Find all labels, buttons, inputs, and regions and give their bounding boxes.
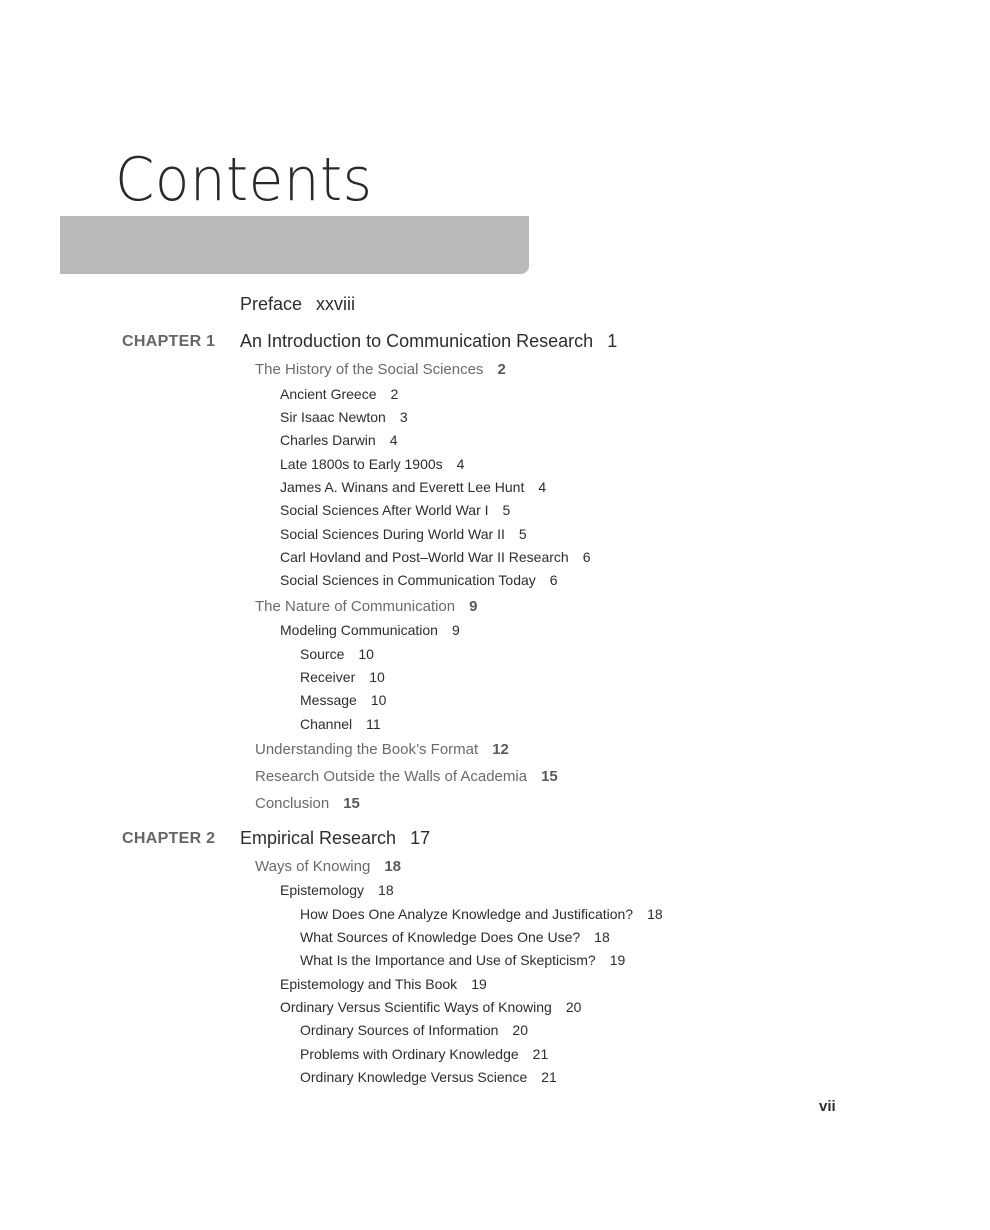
toc-subsection[interactable] xyxy=(280,457,464,471)
toc-entry-page: 15 xyxy=(343,795,360,812)
toc-entry-title: Research Outside the Walls of Academia xyxy=(255,768,528,785)
toc-entry-page: 6 xyxy=(582,549,591,565)
toc-entry-page: 19 xyxy=(609,952,626,968)
toc-subsection[interactable] xyxy=(280,623,460,637)
toc-entry-page: 10 xyxy=(358,646,374,662)
toc-entry-title: Epistemology xyxy=(280,882,365,898)
toc-entry-page: 4 xyxy=(538,479,547,495)
toc-entry-title: Sir Isaac Newton xyxy=(280,409,386,425)
toc-subsection[interactable] xyxy=(280,410,408,424)
toc-entry-page: 9 xyxy=(469,598,478,615)
toc-entry-title: Preface xyxy=(240,294,303,314)
toc-entry-title: The Nature of Communication xyxy=(255,598,456,615)
toc-subsection[interactable] xyxy=(280,433,398,447)
chapter-label: CHAPTER 1 xyxy=(122,333,216,350)
toc-item[interactable] xyxy=(300,1023,528,1037)
toc-subsection[interactable] xyxy=(280,480,546,494)
toc-entry-title: Ordinary Versus Scientific Ways of Knowing xyxy=(280,999,552,1015)
toc-item[interactable] xyxy=(300,1047,548,1061)
toc-item[interactable] xyxy=(300,907,663,921)
toc-subsection[interactable] xyxy=(280,503,510,517)
toc-entry-page: 18 xyxy=(378,882,394,898)
toc-section[interactable] xyxy=(255,769,558,784)
toc-entry-title: What Is the Importance and Use of Skepticism? xyxy=(300,952,596,968)
toc-entry-title: Late 1800s to Early 1900s xyxy=(280,456,443,472)
toc-item[interactable] xyxy=(300,647,374,661)
toc-entry-page: 17 xyxy=(410,828,431,848)
toc-entry-title: Ordinary Knowledge Versus Science xyxy=(300,1069,528,1085)
toc-item[interactable] xyxy=(300,953,625,967)
toc-entry-page: 2 xyxy=(390,386,399,402)
toc-entry-page: 10 xyxy=(369,669,385,685)
toc-entry-page: 11 xyxy=(366,716,381,732)
toc-subsection[interactable] xyxy=(280,883,394,897)
toc-entry-page: 12 xyxy=(492,741,509,758)
toc-item[interactable] xyxy=(300,930,610,944)
toc-entry-title: Receiver xyxy=(300,669,356,685)
toc-entry-title: Conclusion xyxy=(255,795,330,812)
toc-entry-title: How Does One Analyze Knowledge and Justification? xyxy=(300,906,634,922)
toc-entry-page: 5 xyxy=(518,526,527,542)
toc-item[interactable] xyxy=(300,670,385,684)
toc-entry-page: 4 xyxy=(456,456,465,472)
toc-entry-title: James A. Winans and Everett Lee Hunt xyxy=(280,479,525,495)
chapter-label: CHAPTER 2 xyxy=(122,830,216,847)
toc-subsection[interactable] xyxy=(280,977,487,991)
toc-entry-title: Channel xyxy=(300,716,353,732)
toc-entry-title: Message xyxy=(300,692,357,708)
toc-entry-title: Carl Hovland and Post–World War II Research xyxy=(280,549,569,565)
toc-entry-page: 19 xyxy=(471,976,487,992)
page-title: Contents xyxy=(115,145,373,215)
toc-subsection[interactable] xyxy=(280,573,558,587)
toc-section[interactable] xyxy=(255,742,509,757)
toc-entry-page: xxviii xyxy=(316,294,356,314)
toc-entry-title: Source xyxy=(300,646,345,662)
toc-subsection[interactable] xyxy=(280,527,527,541)
toc-entry-page: 18 xyxy=(594,929,610,945)
toc-subsection[interactable] xyxy=(280,387,398,401)
toc-entry-page: 20 xyxy=(512,1022,528,1038)
toc-entry-title: Social Sciences in Communication Today xyxy=(280,572,536,588)
toc-entry-title: Epistemology and This Book xyxy=(280,976,458,992)
toc-entry-title: Ancient Greece xyxy=(280,386,377,402)
toc-entry-title: Social Sciences After World War I xyxy=(280,502,489,518)
toc-chapter-title[interactable] xyxy=(240,332,617,350)
toc-entry-page: 21 xyxy=(532,1046,549,1062)
toc-entry-title: Ways of Knowing xyxy=(255,858,371,875)
toc-entry-page: 3 xyxy=(399,409,408,425)
toc-entry-title: The History of the Social Sciences xyxy=(255,361,484,378)
toc-entry-page: 15 xyxy=(541,768,558,785)
toc-entry-title: Charles Darwin xyxy=(280,432,376,448)
toc-item[interactable] xyxy=(300,693,386,707)
toc-entry-title: Modeling Communication xyxy=(280,622,438,638)
toc-entry-page: 21 xyxy=(541,1069,557,1085)
toc-section[interactable] xyxy=(255,599,477,614)
toc-entry-page: 1 xyxy=(607,331,618,351)
toc-chapter-title[interactable] xyxy=(240,829,430,847)
toc-entry-page: 9 xyxy=(451,622,460,638)
toc-entry-page: 5 xyxy=(502,502,511,518)
toc-entry-title: What Sources of Knowledge Does One Use? xyxy=(300,929,581,945)
toc-subsection[interactable] xyxy=(280,1000,581,1014)
toc-item[interactable] xyxy=(300,717,381,731)
toc-entry-title: Social Sciences During World War II xyxy=(280,526,505,542)
page-number: vii xyxy=(819,1098,836,1115)
toc-subsection[interactable] xyxy=(280,550,590,564)
toc-entry-title: Ordinary Sources of Information xyxy=(300,1022,499,1038)
toc-entry-page: 18 xyxy=(384,858,402,875)
toc-entry-page: 4 xyxy=(389,432,398,448)
toc-section[interactable] xyxy=(255,859,401,874)
toc-entry-page: 2 xyxy=(497,361,506,378)
toc-entry-title: Problems with Ordinary Knowledge xyxy=(300,1046,519,1062)
toc-entry-page: 10 xyxy=(370,692,387,708)
toc-entry-title: Understanding the Book’s Format xyxy=(255,741,479,758)
toc-item[interactable] xyxy=(300,1070,557,1084)
toc-entry-preface[interactable] xyxy=(240,295,355,313)
toc-entry-title: Empirical Research xyxy=(240,828,397,848)
toc-entry-page: 20 xyxy=(565,999,582,1015)
toc-entry-page: 18 xyxy=(647,906,663,922)
title-banner xyxy=(60,216,529,274)
toc-section[interactable] xyxy=(255,362,506,377)
toc-entry-title: An Introduction to Communication Research xyxy=(240,331,594,351)
toc-section[interactable] xyxy=(255,796,360,811)
toc-entry-page: 6 xyxy=(549,572,558,588)
